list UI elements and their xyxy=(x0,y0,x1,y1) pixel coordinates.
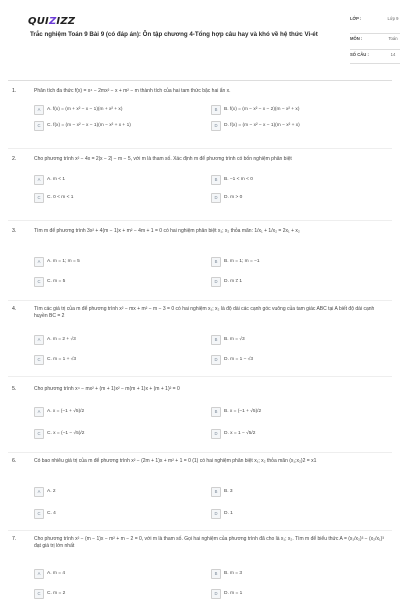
option-d[interactable]: D D. m = 1 xyxy=(211,588,388,600)
option-c[interactable]: C C. f(x) = (m − x² − x − 1)(m − x² + x + 1) xyxy=(34,120,211,132)
quizizz-logo: QUIZIZZ xyxy=(28,16,76,27)
meta-count xyxy=(350,50,400,64)
meta-subject-value: Toán xyxy=(388,36,398,41)
option-d[interactable]: D D. x = 1 − √5/2 xyxy=(211,428,388,440)
question-number: 1. xyxy=(12,88,17,94)
question-4 xyxy=(8,306,392,378)
meta-subject-label: MÔN : xyxy=(350,36,363,41)
question-number: 4. xyxy=(12,306,17,312)
question-text: Phân tích đa thức f(x) = x⁴ − 2mx² − x + m² − m thành tích của hai tam thức bậc hai ẩn x. xyxy=(34,88,231,94)
question-divider xyxy=(8,452,392,453)
question-3 xyxy=(8,228,392,296)
option-d[interactable]: D D. m = 1 − √3 xyxy=(211,354,388,366)
quiz-title: Trắc nghiệm Toán 9 Bài 9 (có đáp án): Ôn tập chương 4-Tổng hợp câu hay và khó về hệ thức Vi-ét xyxy=(30,31,318,38)
meta-grade-label: LỚP : xyxy=(350,16,362,21)
quiz-meta xyxy=(350,14,400,64)
option-c[interactable]: C C. 0 < m < 1 xyxy=(34,192,211,204)
question-text: Cho phương trình x² − (m − 1)x − m² + m − 2 = 0, với m là tham số. Gọi hai nghiệm của phương trình đã cho là x₁; x₂. Tìm m để biểu thức A = (x₁/x₂)³ − (x₂/x₁)³ đạt giá trị lớn nhất xyxy=(34,536,384,550)
option-a[interactable]: A A. m = 4 xyxy=(34,568,211,580)
option-b[interactable]: B B. −1 < m < 0 xyxy=(211,174,388,186)
header-divider xyxy=(8,80,392,81)
question-text: Cho phương trình x⁴ − mx² + (m + 1)x² − m(m + 1)x + (m + 1)² = 0 xyxy=(34,386,180,392)
question-divider xyxy=(8,148,392,149)
option-a[interactable]: A A. m < 1 xyxy=(34,174,211,186)
option-d[interactable]: D D. f(x) = (m − x² − x − 1)(m − x² + x) xyxy=(211,120,388,132)
question-5 xyxy=(8,386,392,454)
question-number: 6. xyxy=(12,458,17,464)
option-a[interactable]: A A. x = (−1 + √5)/2 xyxy=(34,406,211,418)
question-number: 2. xyxy=(12,156,17,162)
option-a[interactable]: A A. m = 1; m = 5 xyxy=(34,256,211,268)
meta-subject xyxy=(350,34,400,50)
option-b[interactable]: B B. m = 1; m = −1 xyxy=(211,256,388,268)
question-text: Tìm m để phương trình 3x² + 4(m − 1)x + m² − 4m + 1 = 0 có hai nghiệm phân biệt x₁; x₂ thỏa mãn: 1/x₁ + 1/x₂ = 2x₁ + x₂ xyxy=(34,228,300,234)
question-number: 7. xyxy=(12,536,17,542)
option-b[interactable]: B B. m = 3 xyxy=(211,568,388,580)
question-divider xyxy=(8,220,392,221)
option-b[interactable]: B B. f(x) = (m − x² − x − 2)(m − x² + x) xyxy=(211,104,388,116)
question-6 xyxy=(8,458,392,528)
question-divider xyxy=(8,376,392,377)
option-c[interactable]: C C. x = (−1 − √5)/2 xyxy=(34,428,211,440)
question-text: Tìm các giá trị của m để phương trình x² − mx + m² − m − 3 = 0 có hai nghiệm x₁; x₂ là độ dài các cạnh góc vuông của tam giác ABC tại A biết độ dài cạnh huyền BC = 2 xyxy=(34,306,375,320)
question-text: Có bao nhiêu giá trị của m để phương trình x² − (2m + 1)x + m² + 1 = 0 (1) có hai nghiệm phân biệt x₁; x₂ thỏa mãn (x₁;x₂)2 = x1 xyxy=(34,458,317,464)
option-d[interactable]: D D. 1 xyxy=(211,508,388,520)
meta-count-label: SỐ CÂU : xyxy=(350,52,369,57)
option-b[interactable]: B B. m = √3 xyxy=(211,334,388,346)
question-1 xyxy=(8,88,392,150)
option-c[interactable]: C C. m = 5 xyxy=(34,276,211,288)
option-c[interactable]: C C. m = 2 xyxy=(34,588,211,600)
question-text: Cho phương trình x² − 4x = 2|x − 2| − m − 5, với m là tham số. Xác định m để phương trình có bốn nghiệm phân biệt xyxy=(34,156,292,162)
question-divider xyxy=(8,530,392,531)
meta-grade-value: Lớp 9 xyxy=(387,16,399,21)
option-a[interactable]: A A. m = 2 + √3 xyxy=(34,334,211,346)
option-d[interactable]: D D. m ≠ 1 xyxy=(211,276,388,288)
option-b[interactable]: B B. 3 xyxy=(211,486,388,498)
meta-grade xyxy=(350,14,400,34)
option-a[interactable]: A A. f(x) = (m + x² − x − 1)(m + x² + x) xyxy=(34,104,211,116)
option-d[interactable]: D D. m > 0 xyxy=(211,192,388,204)
option-a[interactable]: A A. 2 xyxy=(34,486,211,498)
question-number: 5. xyxy=(12,386,17,392)
meta-count-value: 14 xyxy=(390,52,396,57)
question-7 xyxy=(8,536,392,600)
header xyxy=(16,0,399,80)
question-divider xyxy=(8,300,392,301)
question-2 xyxy=(8,156,392,218)
option-c[interactable]: C C. 4 xyxy=(34,508,211,520)
option-c[interactable]: C C. m = 1 + √3 xyxy=(34,354,211,366)
option-b[interactable]: B B. x = (−1 + √5)/2 xyxy=(211,406,388,418)
question-number: 3. xyxy=(12,228,17,234)
